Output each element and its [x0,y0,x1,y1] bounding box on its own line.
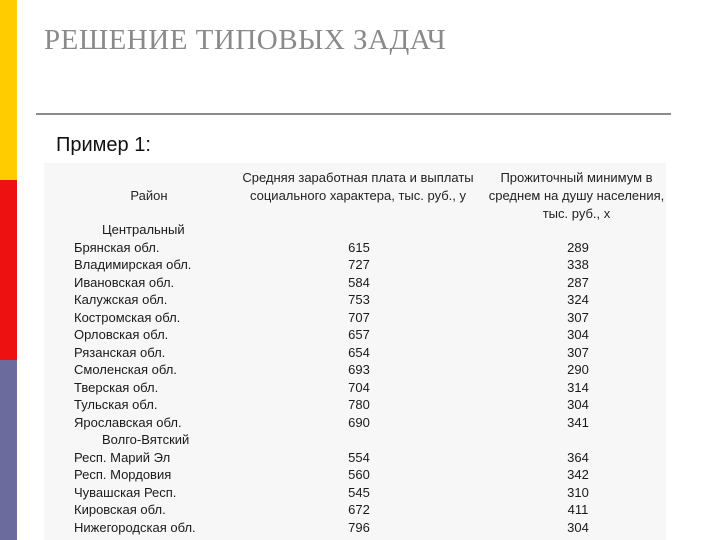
table-row [44,484,666,502]
cell-wage: 554 [348,449,370,465]
cell-minimum: 289 [567,239,589,255]
cell-wage: 704 [348,379,370,395]
cell-district: Чувашская Респ. [74,484,177,500]
table-group-row [44,221,666,239]
cell-district: Нижегородская обл. [74,519,196,535]
table-row [44,309,666,327]
data-table [44,163,666,540]
cell-district: Ивановская обл. [74,274,175,290]
cell-district: Орловская обл. [74,327,169,342]
cell-district: Тульская обл. [74,397,158,412]
table-row [44,449,666,467]
cell-district: Калужская обл. [74,292,168,307]
cell-wage: 657 [348,327,370,342]
cell-district: Волго-Вятский [102,432,190,447]
cell-wage: 796 [348,519,370,535]
cell-wage: 727 [348,257,370,272]
cell-wage: 545 [348,484,370,500]
cell-minimum: 307 [567,309,589,325]
cell-district: Респ. Мордовия [74,467,172,482]
table-row [44,291,666,309]
header-district: Район [130,188,168,203]
accent-bar-yellow [0,0,17,180]
cell-wage: 780 [348,397,370,412]
cell-minimum: 310 [567,484,589,500]
cell-wage: 654 [348,344,370,360]
table-row [44,239,666,257]
cell-minimum: 304 [567,397,589,412]
cell-minimum: 287 [567,274,589,290]
cell-district: Респ. Марий Эл [74,449,171,465]
cell-minimum: 411 [567,502,589,517]
header-wage: Средняя заработная плата и выплаты социального характера, тыс. руб., y [242,170,474,203]
table-row [44,466,666,484]
table-row [44,326,666,344]
cell-district: Ярославская обл. [74,414,182,430]
cell-district: Рязанская обл. [74,344,166,360]
cell-minimum: 290 [567,362,589,377]
header-minimum: Прожиточный минимум в среднем на душу населения, тыс. руб., x [488,170,665,221]
table-row [44,256,666,274]
cell-wage: 615 [348,239,370,255]
table-row [44,361,666,379]
table-row [44,274,666,292]
cell-minimum: 364 [567,449,589,465]
accent-bar-purple [0,360,17,540]
table-body [44,221,666,536]
cell-district: Костромская обл. [74,309,181,325]
cell-wage: 753 [348,292,370,307]
cell-wage: 693 [348,362,370,377]
cell-district: Смоленская обл. [74,362,177,377]
cell-wage: 690 [348,414,370,430]
cell-minimum: 307 [567,344,589,360]
slide-title: РЕШЕНИЕ ТИПОВЫХ ЗАДАЧ [44,24,447,56]
example-label: Пример 1: [56,134,151,156]
table-row [44,344,666,362]
cell-wage: 584 [348,274,370,290]
cell-wage: 560 [348,467,370,482]
cell-minimum: 324 [567,292,589,307]
table-row [44,519,666,537]
cell-district: Владимирская обл. [74,257,192,272]
title-divider [36,113,671,115]
table-row [44,396,666,414]
cell-minimum: 341 [567,414,589,430]
cell-minimum: 338 [567,257,589,272]
cell-minimum: 304 [567,327,589,342]
cell-minimum: 342 [567,467,589,482]
table-row [44,414,666,432]
table-row [44,501,666,519]
cell-minimum: 304 [567,519,589,535]
cell-minimum: 314 [567,379,589,395]
accent-bar-red [0,180,17,360]
cell-district: Тверская обл. [74,379,159,395]
cell-wage: 672 [348,502,370,517]
table-row [44,379,666,397]
cell-district: Центральный [102,222,185,237]
table-group-row [44,431,666,449]
cell-wage: 707 [348,309,370,325]
cell-district: Брянская обл. [74,239,160,255]
cell-district: Кировская обл. [74,502,166,517]
